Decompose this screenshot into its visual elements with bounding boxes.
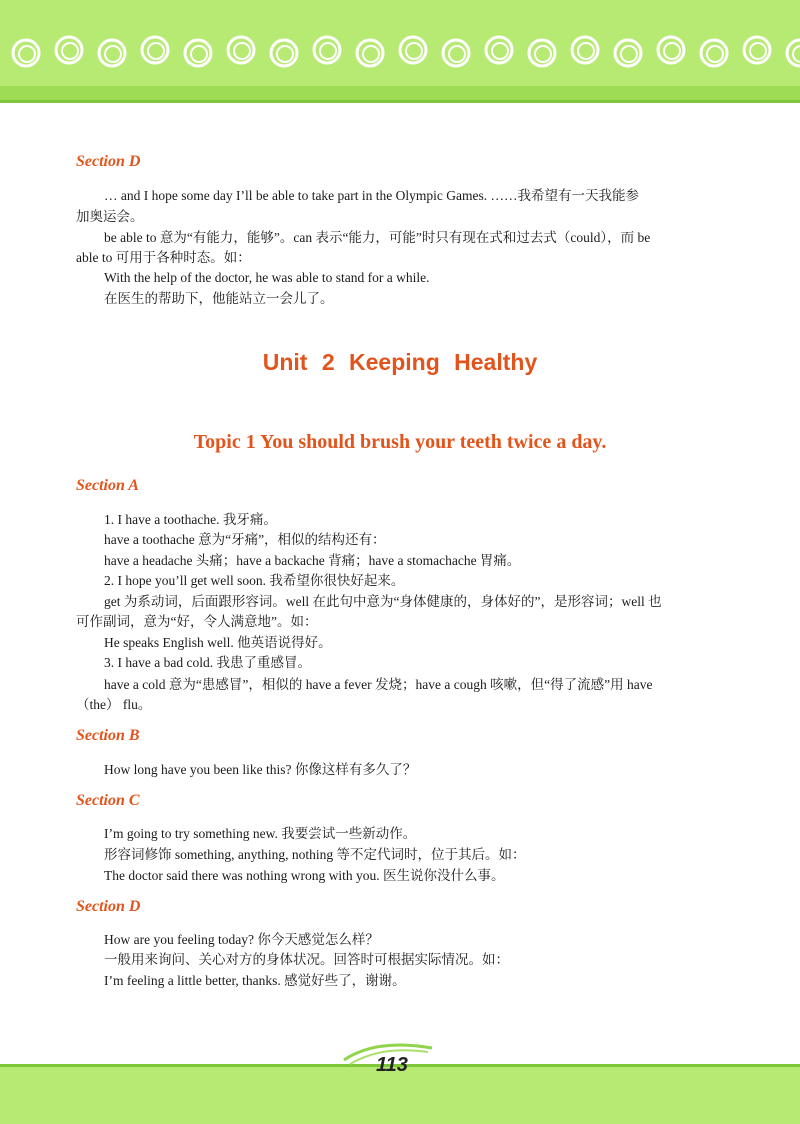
header-band <box>0 0 800 100</box>
ring-decoration-inner <box>750 43 766 59</box>
text-line: … and I hope some day I’ll be able to take part in the Olympic Games. ……我希望有一天我能参 <box>104 188 640 203</box>
text-line: have a toothache 意为“牙痛”，相似的结构还有： <box>104 532 386 547</box>
text-line: 一般用来询问、关心对方的身体状况。回答时可根据实际情况。如： <box>104 952 509 967</box>
ring-decoration-inner <box>363 46 379 62</box>
text-line: 在医生的帮助下，他能站立一会儿了。 <box>104 291 334 306</box>
ring-decoration-inner <box>621 46 637 62</box>
ring-decoration-inner <box>62 43 78 59</box>
text-line: 加奥运会。 <box>76 209 144 224</box>
ring-decoration-inner <box>406 43 422 59</box>
text-line: How long have you been like this? 你像这样有多久了？ <box>104 762 417 777</box>
text-line: 3. I have a bad cold. 我患了重感冒。 <box>104 655 311 670</box>
text-line: have a headache 头痛；have a backache 背痛；have a stomachache 胃痛。 <box>104 553 521 568</box>
text-line: How are you feeling today? 你今天感觉怎么样？ <box>104 932 379 947</box>
text-line: With the help of the doctor, he was able to stand for a while. <box>104 270 430 285</box>
text-line: I’m feeling a little better, thanks. 感觉好些了，谢谢。 <box>104 973 406 988</box>
text-line: 形容词修饰 something, anything, nothing 等不定代词时，位于其后。如： <box>104 847 526 862</box>
text-line: I’m going to try something new. 我要尝试一些新动作。 <box>104 826 417 841</box>
text-line: 可作副词，意为“好，令人满意地”。如： <box>76 614 318 629</box>
text-line: be able to 意为“有能力，能够”。can 表示“能力，可能”时只有现在式和过去式（could），而 be <box>104 230 651 245</box>
text-line: able to 可用于各种时态。如： <box>76 250 251 265</box>
ring-decoration-inner <box>105 46 121 62</box>
unit-title: Unit 2 Keeping Healthy <box>262 349 538 375</box>
text-line: The doctor said there was nothing wrong with you. 医生说你没什么事。 <box>104 868 505 883</box>
ring-decoration-inner <box>492 43 508 59</box>
text-line: （the） flu。 <box>76 697 152 712</box>
header-circles-decoration <box>0 0 800 100</box>
ring-decoration-inner <box>707 46 723 62</box>
ring-decoration-inner <box>449 46 465 62</box>
section-heading: Section D <box>76 153 141 170</box>
ring-decoration-inner <box>277 46 293 62</box>
ring-decoration-inner <box>793 46 800 62</box>
ring-decoration-inner <box>664 43 680 59</box>
page-number: 113 <box>376 1054 408 1076</box>
ring-decoration-inner <box>535 46 551 62</box>
text-line: He speaks English well. 他英语说得好。 <box>104 635 332 650</box>
section-heading: Section B <box>76 727 140 744</box>
ring-decoration-inner <box>19 46 35 62</box>
section-heading: Section D <box>76 898 141 915</box>
ring-decoration-inner <box>191 46 207 62</box>
ring-decoration-inner <box>578 43 594 59</box>
section-heading: Section C <box>76 792 140 809</box>
ring-decoration-inner <box>320 43 336 59</box>
ring-decoration-inner <box>148 43 164 59</box>
topic-title: Topic 1 You should brush your teeth twice a day. <box>193 431 607 453</box>
text-line: have a cold 意为“患感冒”，相似的 have a fever 发烧；have a cough 咳嗽，但“得了流感”用 have <box>104 677 653 692</box>
ring-decoration-inner <box>234 43 250 59</box>
text-line: get 为系动词，后面跟形容词。well 在此句中意为“身体健康的，身体好的”，是形容词；well 也 <box>104 594 662 609</box>
text-line: 2. I hope you’ll get well soon. 我希望你很快好起来。 <box>104 573 405 588</box>
section-heading: Section A <box>76 477 139 494</box>
header-rule <box>0 100 800 103</box>
text-line: 1. I have a toothache. 我牙痛。 <box>104 512 277 527</box>
